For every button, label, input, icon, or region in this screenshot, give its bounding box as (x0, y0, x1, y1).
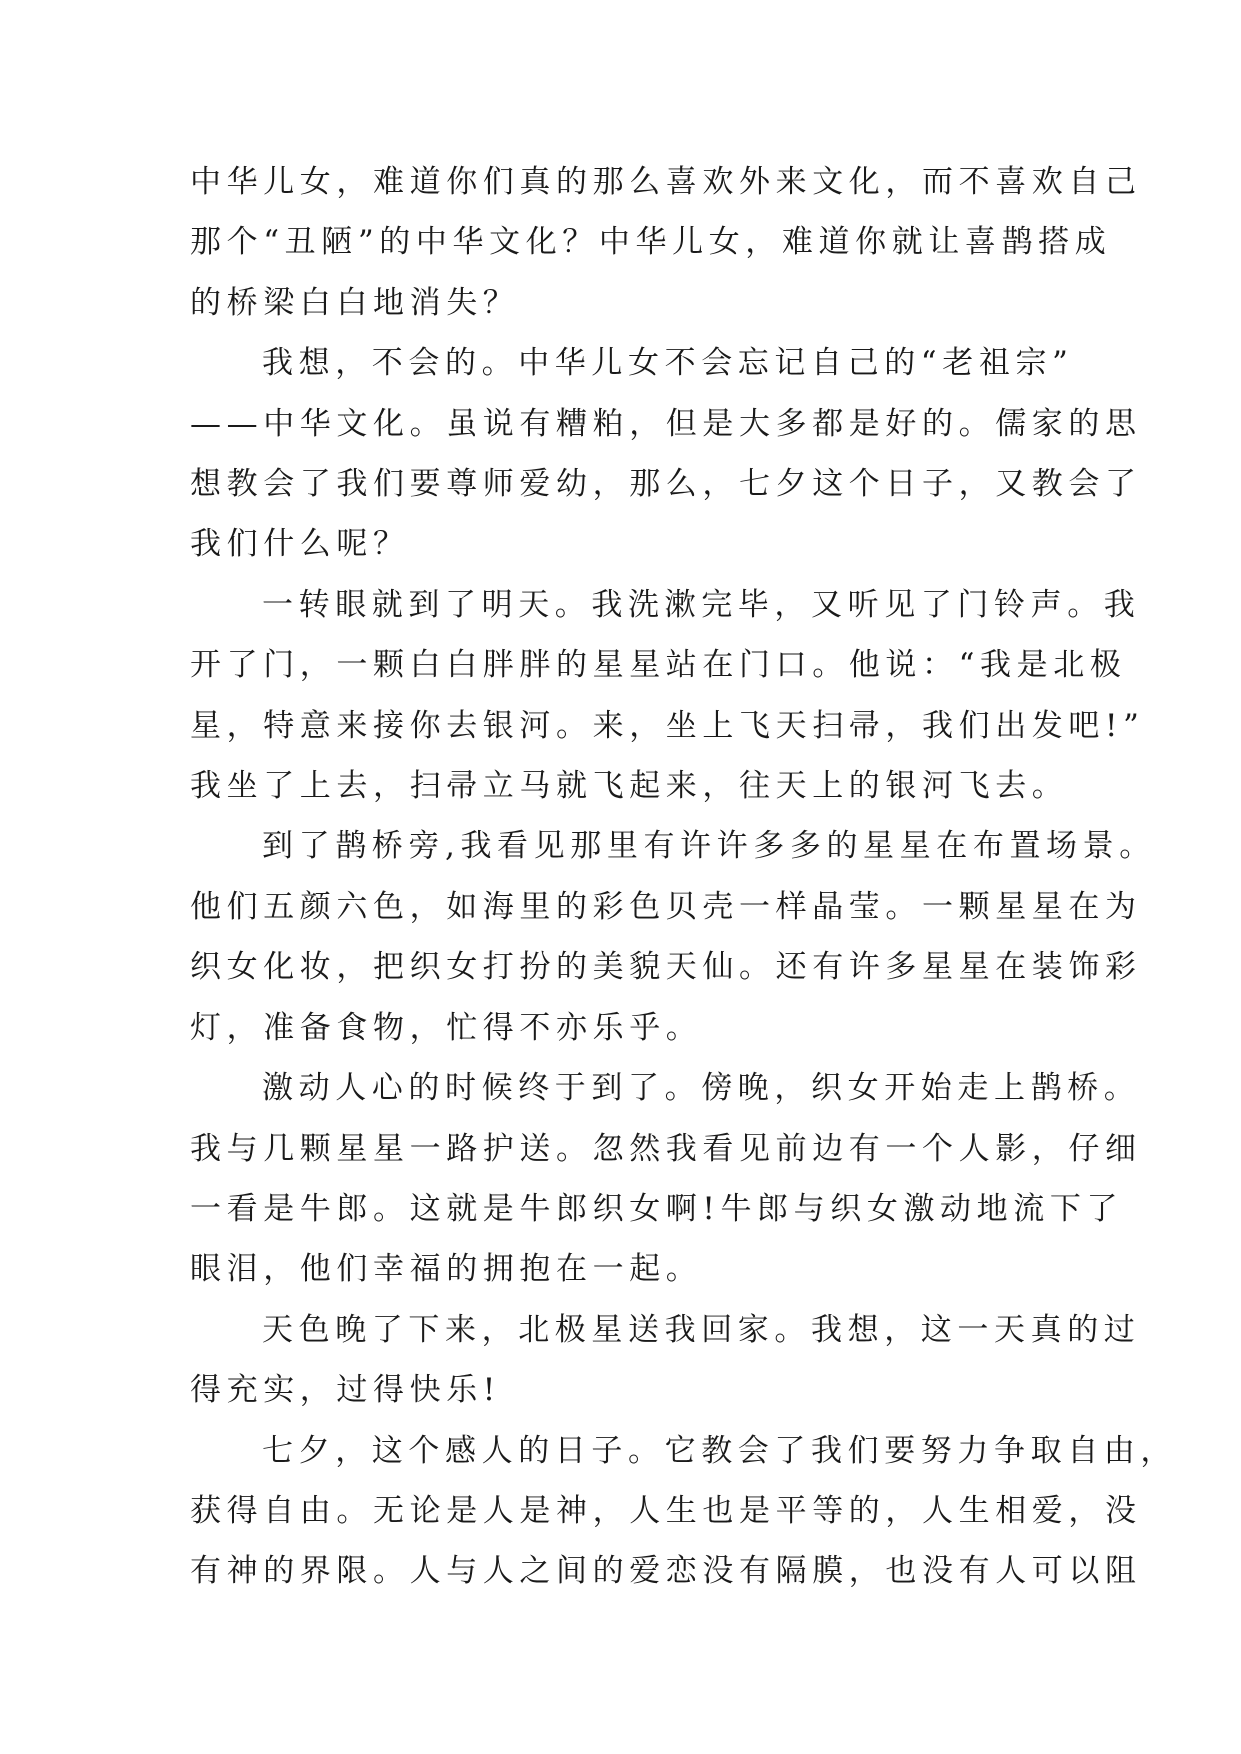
paragraph-7 (190, 1421, 1177, 1602)
text-line: 我坐了上去，扫帚立马就飞起来，往天上的银河飞去。 (190, 768, 1069, 805)
text-line: 获得自由。无论是人是神，人生也是平等的，人生相爱，没 (190, 1492, 1142, 1529)
text-line: 织女化妆，把织女打扮的美貌天仙。还有许多星星在装饰彩 (190, 949, 1142, 986)
paragraph-2 (190, 333, 1142, 575)
text-line: 七夕，这个感人的日子。它教会了我们要努力争取自由， (262, 1432, 1177, 1469)
paragraph-4 (190, 816, 1156, 1058)
text-line: 开了门，一颗白白胖胖的星星站在门口。他说：“我是北极 (190, 647, 1127, 684)
text-line: 一转眼就到了明天。我洗漱完毕，又听见了门铃声。我 (262, 586, 1141, 623)
text-line: 星，特意来接你去银河。来，坐上飞天扫帚，我们出发吧!” (190, 707, 1145, 744)
text-line: 激动人心的时候终于到了。傍晚，织女开始走上鹊桥。 (262, 1070, 1141, 1107)
text-line: 他们五颜六色，如海里的彩色贝壳一样晶莹。一颗星星在为 (190, 888, 1142, 925)
text-line: 有神的界限。人与人之间的爱恋没有隔膜，也没有人可以阻 (190, 1553, 1142, 1590)
text-line: 我们什么呢？ (190, 526, 410, 563)
text-line: 那个“丑陋”的中华文化？中华儿女，难道你就让喜鹊搭成 (190, 224, 1112, 261)
text-line: 得充实，过得快乐! (190, 1372, 501, 1409)
text-line: 到了鹊桥旁,我看见那里有许许多多的星星在布置场景。 (262, 828, 1156, 865)
text-line: 眼泪，他们幸福的拥抱在一起。 (190, 1251, 703, 1288)
paragraph-6 (190, 1300, 1141, 1421)
text-line: 中华儿女，难道你们真的那么喜欢外来文化，而不喜欢自己 (190, 164, 1142, 200)
paragraph-1 (190, 152, 1142, 333)
paragraph-5 (190, 1058, 1142, 1300)
essay-body (190, 152, 1177, 1602)
text-line: 一看是牛郎。这就是牛郎织女啊!牛郎与织女激动地流下了 (190, 1190, 1124, 1227)
text-line: 想教会了我们要尊师爱幼，那么，七夕这个日子，又教会了 (190, 466, 1142, 503)
text-line: 灯，准备食物，忙得不亦乐乎。 (190, 1009, 703, 1046)
text-line: ——中华文化。虽说有糟粕，但是大多都是好的。儒家的思 (190, 405, 1142, 442)
paragraph-3 (190, 575, 1145, 817)
text-line: 天色晚了下来，北极星送我回家。我想，这一天真的过 (262, 1311, 1141, 1348)
text-line: 我想，不会的。中华儿女不会忘记自己的“老祖宗” (262, 345, 1074, 382)
text-line: 我与几颗星星一路护送。忽然我看见前边有一个人影，仔细 (190, 1130, 1142, 1167)
text-line: 的桥梁白白地消失？ (190, 284, 520, 321)
